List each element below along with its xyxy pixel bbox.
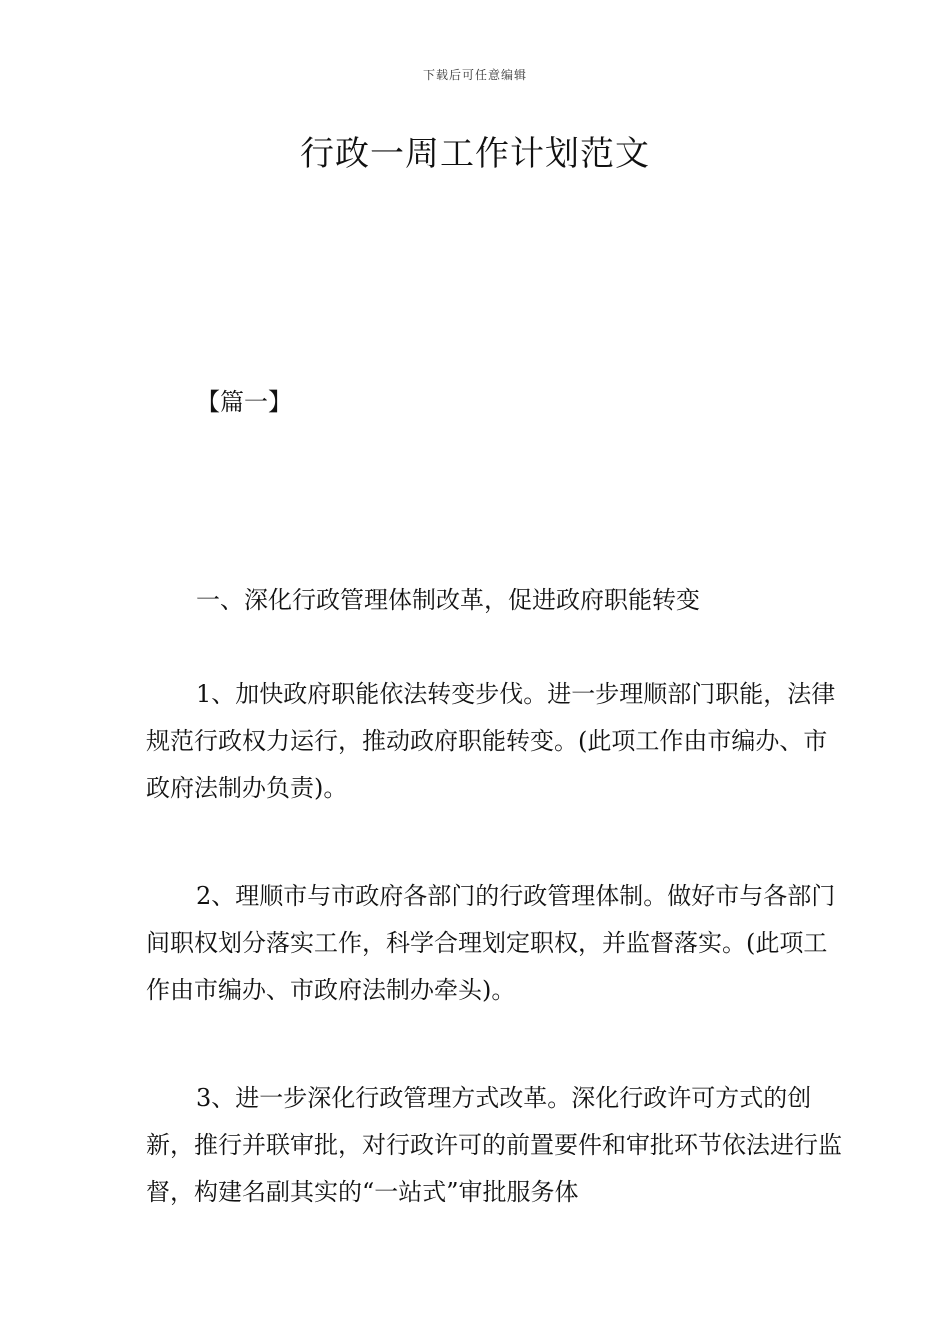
paragraph-3: 3、进一步深化行政管理方式改革。深化行政许可方式的创新，推行并联审批，对行政许可的前置要件和审批环节依法进行监督，构建名副其实的“一站式”审批服务体 bbox=[146, 1084, 842, 1206]
paragraph-2: 2、理顺市与市政府各部门的行政管理体制。做好市与各部门间职权划分落实工作，科学合理划定职权，并监督落实。(此项工作由市编办、市政府法制办牵头)。 bbox=[146, 882, 836, 1004]
section-heading: 一、深化行政管理体制改革，促进政府职能转变 bbox=[196, 586, 700, 614]
section-marker: 【篇一】 bbox=[196, 388, 292, 416]
header-note: 下载后可任意编辑 bbox=[422, 68, 527, 82]
document-title: 行政一周工作计划范文 bbox=[300, 134, 650, 174]
paragraph-1: 1、加快政府职能依法转变步伐。进一步理顺部门职能，法律规范行政权力运行，推动政府职能转变。(此项工作由市编办、市政府法制办负责)。 bbox=[146, 680, 836, 802]
